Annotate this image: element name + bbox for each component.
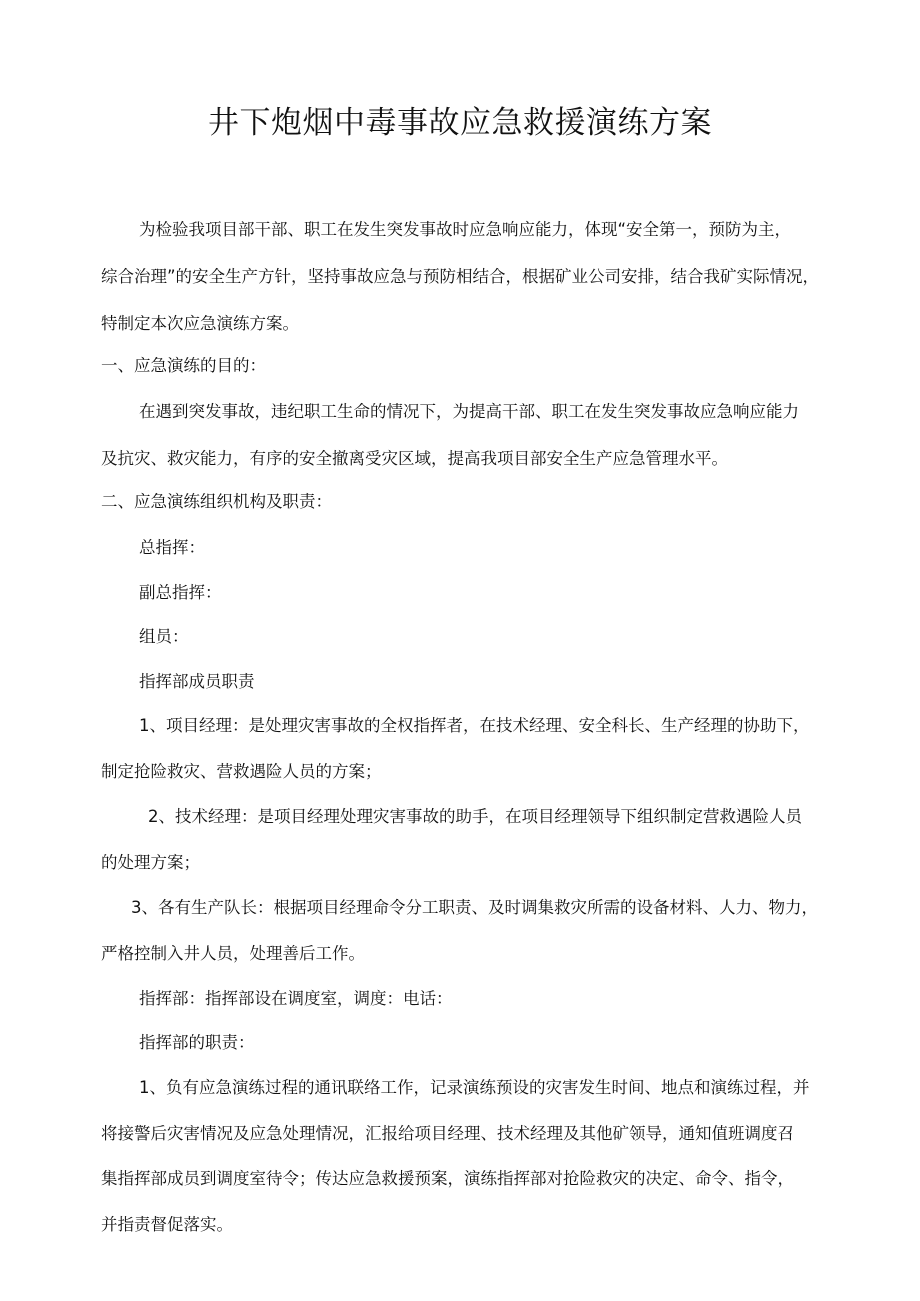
hq-duty-1-line-2: 将接警后灾害情况及应急处理情况，汇报给项目经理、技术经理及其他矿领导，通知值班调度召 (101, 1124, 794, 1143)
intro-line-1: 为检验我项目部干部、职工在发生突发事故时应急响应能力，体现“安全第一，预防为主， (139, 220, 792, 239)
section-2-heading: 二、应急演练组织机构及职责： (101, 492, 332, 511)
hq-duty-1-line-4: 并指责督促落实。 (101, 1215, 233, 1234)
duty-1-line-1: 1、项目经理：是处理灾害事故的全权指挥者，在技术经理、安全科长、生产经理的协助下， (139, 716, 810, 735)
document-title: 井下炮烟中毒事故应急救援演练方案 (208, 105, 712, 141)
section-1-heading: 一、应急演练的目的： (101, 356, 266, 375)
hq-location: 指挥部：指挥部设在调度室，调度：电话： (139, 989, 453, 1008)
deputy-commander-label: 副总指挥： (139, 583, 222, 602)
duty-1-line-2: 制定抢险救灾、营救遇险人员的方案； (101, 762, 382, 781)
duty-3-line-1: 3、各有生产队长：根据项目经理命令分工职责、及时调集救灾所需的设备材料、人力、物力， (131, 898, 818, 917)
section-1-body-line-1: 在遇到突发事故，违纪职工生命的情况下，为提高干部、职工在发生突发事故应急响应能力 (139, 402, 799, 421)
intro-line-3: 特制定本次应急演练方案。 (101, 314, 299, 333)
commander-label: 总指挥： (139, 538, 205, 557)
hq-duty-1-line-3: 集指挥部成员到调度室待令；传达应急救援预案，演练指挥部对抢险救灾的决定、命令、指令， (101, 1169, 794, 1188)
intro-line-2: 综合治理”的安全生产方针，坚持事故应急与预防相结合，根据矿业公司安排，结合我矿实际情况， (101, 267, 820, 286)
members-label: 组员： (139, 627, 189, 646)
duty-2-line-2: 的处理方案； (101, 853, 200, 872)
hq-duties-heading: 指挥部的职责： (139, 1033, 255, 1052)
duties-heading: 指挥部成员职责 (139, 672, 255, 691)
duty-2-line-1: 2、技术经理：是项目经理处理灾害事故的助手，在项目经理领导下组织制定营救遇险人员 (148, 807, 802, 826)
section-1-body-line-2: 及抗灾、救灾能力，有序的安全撤离受灾区域，提高我项目部安全生产应急管理水平。 (101, 449, 728, 468)
duty-3-line-2: 严格控制入井人员，处理善后工作。 (101, 944, 365, 963)
hq-duty-1-line-1: 1、负有应急演练过程的通讯联络工作，记录演练预设的灾害发生时间、地点和演练过程，并 (139, 1078, 810, 1097)
